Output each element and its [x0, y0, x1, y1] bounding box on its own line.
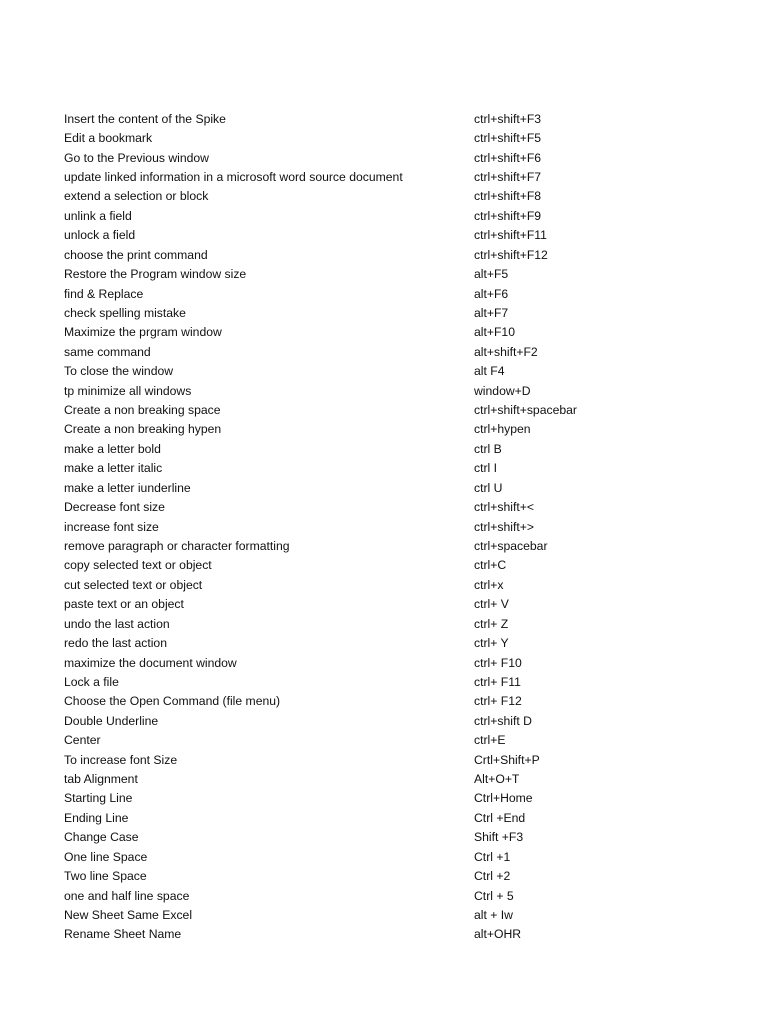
shortcut-row	[64, 711, 724, 730]
shortcut-row	[64, 925, 724, 944]
shortcut-keys: ctrl+E	[474, 733, 506, 748]
shortcut-keys: Ctrl + 5	[474, 888, 514, 903]
shortcut-description: copy selected text or object	[64, 558, 212, 573]
shortcut-keys: ctrl+shift+spacebar	[474, 403, 577, 418]
shortcut-row	[64, 342, 724, 361]
shortcut-row	[64, 459, 724, 478]
shortcut-description: Insert the content of the Spike	[64, 111, 226, 126]
shortcut-keys: ctrl B	[474, 441, 502, 456]
shortcut-row	[64, 478, 724, 497]
shortcut-row	[64, 731, 724, 750]
shortcut-description: Ending Line	[64, 810, 129, 825]
shortcut-row	[64, 595, 724, 614]
shortcut-keys: ctrl+ V	[474, 597, 509, 612]
shortcut-description: make a letter bold	[64, 441, 161, 456]
shortcut-keys: Ctrl +End	[474, 810, 526, 825]
shortcut-row	[64, 439, 724, 458]
shortcut-description: One line Space	[64, 849, 148, 864]
shortcut-row	[64, 828, 724, 847]
shortcut-keys: Crtl+Shift+P	[474, 752, 540, 767]
shortcut-keys: Ctrl +2	[474, 869, 511, 884]
shortcut-row	[64, 789, 724, 808]
shortcut-keys: Ctrl+Home	[474, 791, 533, 806]
shortcut-row	[64, 633, 724, 652]
shortcut-keys: alt+F5	[474, 267, 509, 282]
shortcut-row	[64, 575, 724, 594]
shortcut-description: Create a non breaking space	[64, 403, 221, 418]
shortcut-description: Center	[64, 733, 101, 748]
shortcut-keys: alt+F10	[474, 325, 515, 340]
shortcut-row	[64, 109, 724, 128]
shortcut-description: same command	[64, 344, 151, 359]
shortcut-row	[64, 361, 724, 380]
shortcut-keys: Ctrl +1	[474, 849, 511, 864]
shortcut-description: Edit a bookmark	[64, 131, 153, 146]
shortcut-keys: ctrl+shift+F3	[474, 111, 542, 126]
shortcut-description: maximize the document window	[64, 655, 237, 670]
shortcut-row	[64, 284, 724, 303]
shortcut-row	[64, 497, 724, 516]
shortcut-row	[64, 323, 724, 342]
shortcut-keys: alt+OHR	[474, 927, 522, 942]
shortcut-keys: ctrl+shift+F8	[474, 189, 542, 204]
shortcut-row	[64, 847, 724, 866]
shortcut-keys: ctrl+shift D	[474, 713, 532, 728]
shortcut-keys: ctrl+ Z	[474, 616, 509, 631]
shortcut-row	[64, 866, 724, 885]
shortcut-row	[64, 167, 724, 186]
shortcut-keys: ctrl+ F10	[474, 655, 522, 670]
shortcut-keys: Alt+O+T	[474, 772, 520, 787]
shortcut-keys: alt + Iw	[474, 908, 513, 922]
shortcut-description: undo the last action	[64, 616, 170, 631]
shortcut-description: To increase font Size	[64, 752, 178, 767]
shortcut-row	[64, 128, 724, 147]
shortcut-row	[64, 556, 724, 575]
shortcut-keys: ctrl+shift+>	[474, 519, 534, 534]
shortcut-keys: ctrl+spacebar	[474, 538, 548, 553]
shortcut-row	[64, 400, 724, 419]
shortcut-row	[64, 303, 724, 322]
shortcut-row	[64, 769, 724, 788]
shortcut-description: Double Underline	[64, 713, 159, 728]
shortcut-keys: ctrl+shift+<	[474, 500, 534, 515]
shortcut-description: Maximize the prgram window	[64, 325, 222, 340]
shortcut-description: Rename Sheet Name	[64, 927, 182, 942]
shortcut-row	[64, 206, 724, 225]
shortcut-description: Starting Line	[64, 791, 133, 806]
shortcut-row	[64, 692, 724, 711]
shortcut-description: Two line Space	[64, 869, 147, 884]
shortcut-row	[64, 750, 724, 769]
shortcut-keys: ctrl+ F11	[474, 674, 521, 689]
shortcut-description: find & Replace	[64, 286, 144, 301]
shortcut-row	[64, 808, 724, 827]
shortcut-row	[64, 886, 724, 905]
shortcut-description: Go to the Previous window	[64, 150, 209, 165]
shortcut-keys: ctrl+shift+F12	[474, 247, 548, 262]
shortcut-keys: ctrl U	[474, 480, 503, 495]
shortcut-row	[64, 517, 724, 536]
shortcut-keys: ctrl+ F12	[474, 694, 522, 709]
shortcut-description: cut selected text or object	[64, 577, 203, 592]
shortcut-list	[64, 109, 724, 944]
shortcut-row	[64, 264, 724, 283]
shortcut-description: increase font size	[64, 519, 159, 534]
shortcut-description: To close the window	[64, 364, 174, 379]
shortcut-keys: Shift +F3	[474, 830, 524, 845]
shortcut-description: make a letter italic	[64, 461, 163, 476]
shortcut-row	[64, 614, 724, 633]
shortcut-keys: alt+F6	[474, 286, 509, 301]
shortcut-description: Choose the Open Command (file menu)	[64, 694, 281, 709]
shortcut-keys: ctrl+shift+F5	[474, 131, 542, 146]
shortcut-description: one and half line space	[64, 888, 190, 903]
shortcut-description: update linked information in a microsoft word source document	[64, 169, 403, 184]
shortcut-keys: ctrl I	[474, 461, 498, 476]
shortcut-row	[64, 420, 724, 439]
shortcut-keys: ctrl+hypen	[474, 422, 531, 437]
shortcut-description: Create a non breaking hypen	[64, 422, 222, 437]
shortcut-keys: ctrl+x	[474, 577, 504, 592]
shortcut-keys: alt F4	[474, 364, 505, 379]
shortcut-row	[64, 381, 724, 400]
shortcut-keys: ctrl+ Y	[474, 636, 509, 651]
shortcut-description: unlock a field	[64, 228, 136, 243]
shortcut-description: remove paragraph or character formatting	[64, 538, 290, 553]
shortcut-description: tab Alignment	[64, 772, 138, 787]
shortcut-keys: window+D	[474, 383, 531, 398]
shortcut-keys: ctrl+C	[474, 558, 507, 573]
shortcut-keys: alt+shift+F2	[474, 344, 538, 359]
shortcut-row	[64, 187, 724, 206]
shortcut-row	[64, 653, 724, 672]
shortcut-description: Change Case	[64, 830, 139, 845]
shortcut-description: extend a selection or block	[64, 189, 209, 204]
shortcut-row	[64, 226, 724, 245]
shortcut-keys: ctrl+shift+F11	[474, 228, 547, 243]
shortcut-keys: ctrl+shift+F6	[474, 150, 542, 165]
shortcut-description: New Sheet Same Excel	[64, 908, 193, 922]
shortcut-description: choose the print command	[64, 247, 208, 262]
shortcut-keys: ctrl+shift+F7	[474, 169, 542, 184]
shortcut-keys: alt+F7	[474, 305, 509, 320]
shortcut-description: paste text or an object	[64, 597, 184, 612]
shortcut-row	[64, 148, 724, 167]
shortcut-description: make a letter iunderline	[64, 480, 191, 495]
shortcut-description: check spelling mistake	[64, 305, 186, 320]
shortcut-row	[64, 672, 724, 691]
shortcut-description: redo the last action	[64, 636, 167, 651]
shortcut-description: tp minimize all windows	[64, 383, 192, 398]
shortcut-description: unlink a field	[64, 208, 132, 223]
shortcut-row	[64, 536, 724, 555]
shortcut-row	[64, 905, 724, 924]
shortcut-row	[64, 245, 724, 264]
shortcut-keys: ctrl+shift+F9	[474, 208, 542, 223]
shortcut-description: Lock a file	[64, 674, 119, 689]
shortcut-description: Decrease font size	[64, 500, 165, 515]
shortcut-description: Restore the Program window size	[64, 267, 247, 282]
